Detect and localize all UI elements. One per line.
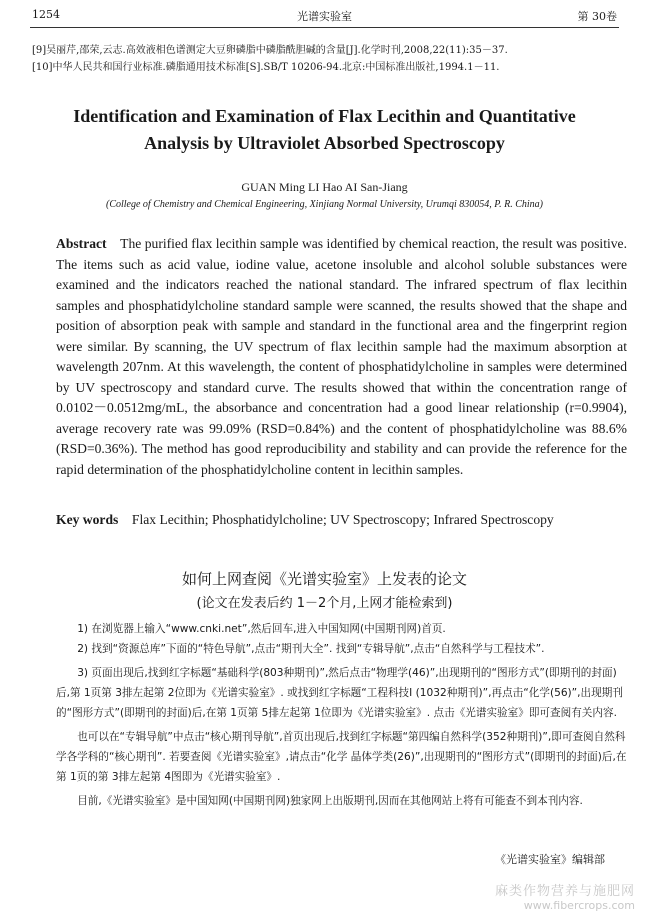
paper-title [40, 103, 609, 157]
notice-paragraph: 也可以在“专辑导航”中点击“核心期刊导航”,首页出现后,找到红字标题“第四编自然科学(352种期刊)”,即可查阅自然科学各学科的“核心期刊”. 若要查阅《光谱实验室》,请点击“化学 晶体学类(26)”,出现期刊的“图形方式”(即期刊的封面)后,在第 1页的第 3排左起第 4图即为《光谱实验室》. [56, 731, 627, 783]
affiliation: (College of Chemistry and Chemical Engineering, Xinjiang Normal University, Urumqi 830054, P. R. China) [105, 199, 543, 210]
keywords-text: Flax Lecithin; Phosphatidylcholine; UV Spectroscopy; Infrared Spectroscopy [131, 512, 554, 527]
abstract-text: The purified flax lecithin sample was identified by chemical reaction, the result was positive. The items such as acid value, iodine value, acetone insoluble and alcohol soluble substances were examined and the indicators reached the national standard. The infrared spectrum of flax lecithin samples and phosphatidylcholine standard sample were scanned, the results showed that the shape and position of absorption peak with sample and standard in the functional area and the fingerprint region were similar. By scanning, the UV spectrum of flax lecithin sample had the maximum absorption at wavelength 207nm. At this wavelength, the content of phosphatidylcholine in samples were determined by UV spectroscopy and standard curve. The results showed that within the concentration range of 0.0102－0.0512mg/mL, the absorbance and concentration had a good linear relationship (r=0.9904), average recovery rate was 99.09% (RSD=0.84%) and the content of phosphatidylcholine was 88.6% (RSD=0.36%). The method has good reproducibility and stability and can provide the reference for the rapid determination of the phosphatidylcholine content in lecithin samples. [56, 236, 627, 477]
paper-title-line: Identification and Examination of Flax Lecithin and Quantitative [73, 106, 576, 126]
author-list: GUAN Ming LI Hao AI San-Jiang [241, 180, 408, 194]
page-number: 1254 [32, 8, 60, 21]
notice-paragraph: 3) 页面出现后,找到红字标题“基础科学(803种期刊)”,然后点击“物理学(46)”,出现期刊的“图形方式”(即期刊的封面)后,第 1页第 3排左起第 2位即为《光谱实验室》. 或找到红字标题“工程科技Ⅰ (1032种期刊)”,再点击“化学(56)”,出现期刊的“图形方式”(即期刊的封面)后,在第 1页第 5排左起第 1位即为《光谱实验室》. 点击《光谱实验室》即可查阅有关内容. [56, 667, 623, 719]
header-divider [30, 27, 619, 28]
editorial-signature: 《光谱实验室》编辑部 [495, 853, 605, 866]
watermark-name: 麻类作物营养与施肥网 [494, 884, 635, 899]
journal-name: 光谱实验室 [297, 10, 352, 23]
abstract-label: Abstract [56, 236, 107, 251]
volume-label: 第 30卷 [577, 10, 617, 23]
notice-subtitle: (论文在发表后约 1－2个月,上网才能检索到) [196, 596, 453, 611]
notice-body [56, 619, 627, 811]
site-watermark [495, 885, 635, 913]
abstract-paragraph [56, 234, 627, 480]
notice-title: 如何上网查阅《光谱实验室》上发表的论文 [181, 570, 467, 588]
reference-item: [10]中华人民共和国行业标准.磷脂通用技术标准[S].SB/T 10206-94.北京:中国标准出版社,1994.1－11. [32, 62, 500, 73]
keywords-label: Key words [56, 512, 119, 527]
watermark-url: www.fibercrops.com [523, 899, 635, 912]
notice-paragraph: 2) 找到“资源总库”下面的“特色导航”,点击“期刊大全”. 找到“专辑导航”,点击“自然科学与工程技术”. [77, 643, 545, 655]
notice-paragraph: 1) 在浏览器上输入“www.cnki.net”,然后回车,进入中国知网(中国期刊网)首页. [77, 623, 446, 635]
notice-paragraph: 目前,《光谱实验室》是中国知网(中国期刊网)独家网上出版期刊,因而在其他网站上将有可能查不到本刊内容. [77, 795, 583, 807]
reference-item: [9]吴丽芹,邵荣,云志.高效液相色谱测定大豆卵磷脂中磷脂酰胆碱的含量[J].化学时刊,2008,22(11):35－37. [32, 45, 508, 56]
keywords [56, 512, 627, 528]
paper-title-line: Analysis by Ultraviolet Absorbed Spectroscopy [144, 133, 505, 153]
